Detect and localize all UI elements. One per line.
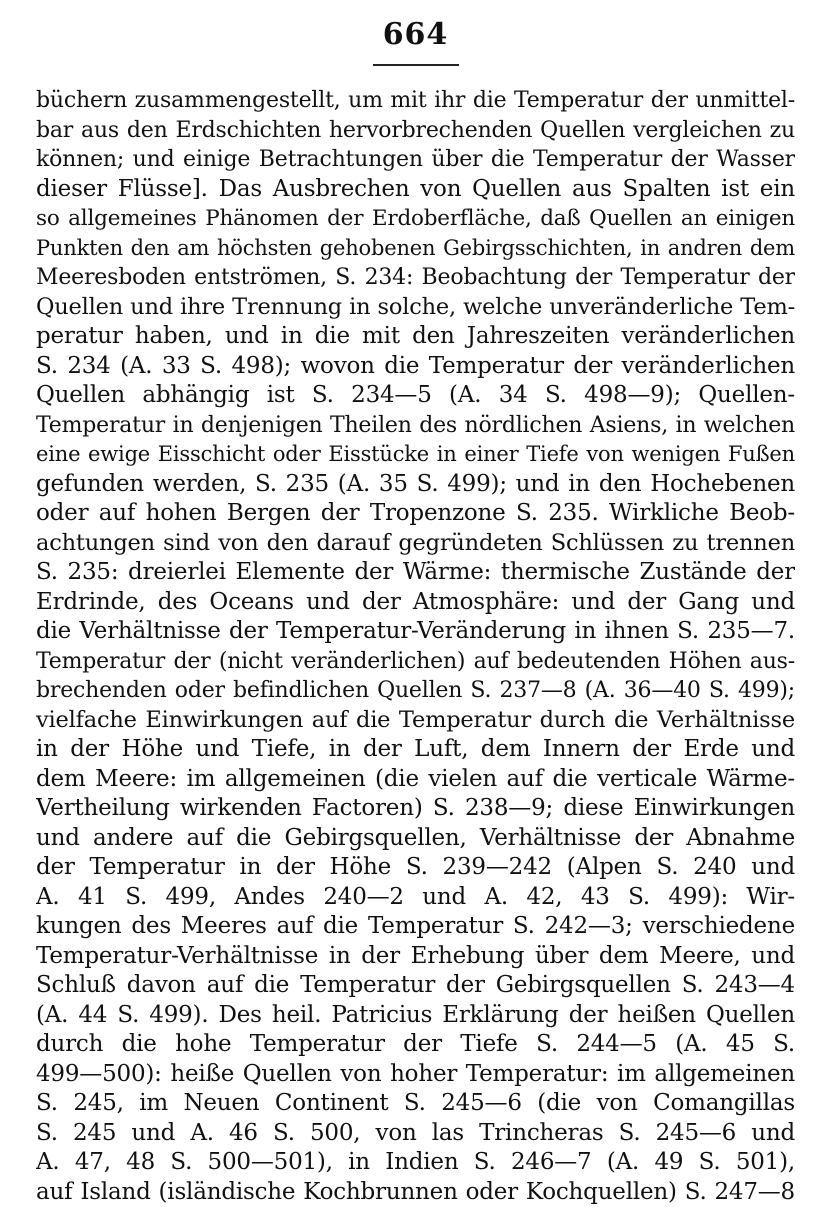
text-line: auf Island (isländische Kochbrunnen oder Kochquellen) S. 247—8 — [36, 1178, 795, 1207]
header-rule — [373, 64, 459, 66]
text-line: S. 245 und A. 46 S. 500, von las Trincheras S. 245—6 und — [36, 1119, 795, 1149]
body-text — [36, 86, 795, 1207]
text-line: Temperatur-Verhältnisse in der Erhebung über dem Meere, und — [36, 942, 795, 972]
text-line: (A. 44 S. 499). Des heil. Patricius Erklärung der heißen Quellen — [36, 1001, 795, 1031]
text-line: dem Meere: im allgemeinen (die vielen auf die verticale Wärme- — [36, 765, 795, 795]
text-line: oder auf hohen Bergen der Tropenzone S. 235. Wirkliche Beob- — [36, 499, 795, 529]
text-line: in der Höhe und Tiefe, in der Luft, dem Innern der Erde und — [36, 735, 795, 765]
text-line: büchern zusammengestellt, um mit ihr die Temperatur der unmittel- — [36, 86, 795, 116]
text-line: S. 245, im Neuen Continent S. 245—6 (die von Comangillas — [36, 1089, 795, 1119]
text-line: A. 41 S. 499, Andes 240—2 und A. 42, 43 S. 499): Wir- — [36, 883, 795, 913]
page-number: 664 — [36, 18, 795, 52]
text-line: Meeresboden entströmen, S. 234: Beobachtung der Temperatur der — [36, 263, 795, 293]
text-line: und andere auf die Gebirgsquellen, Verhältnisse der Abnahme — [36, 824, 795, 854]
text-line: die Verhältnisse der Temperatur-Veränderung in ihnen S. 235—7. — [36, 617, 795, 647]
text-line: vielfache Einwirkungen auf die Temperatur durch die Verhältnisse — [36, 706, 795, 736]
text-line: S. 234 (A. 33 S. 498); wovon die Temperatur der veränderlichen — [36, 352, 795, 382]
text-line: brechenden oder befindlichen Quellen S. 237—8 (A. 36—40 S. 499); — [36, 676, 795, 706]
text-line: bar aus den Erdschichten hervorbrechenden Quellen vergleichen zu — [36, 116, 795, 146]
text-line: kungen des Meeres auf die Temperatur S. 242—3; verschiedene — [36, 912, 795, 942]
text-line: Punkten den am höchsten gehobenen Gebirgsschichten, in andren dem — [36, 234, 795, 264]
text-line: gefunden werden, S. 235 (A. 35 S. 499); und in den Hochebenen — [36, 470, 795, 500]
text-line: A. 47, 48 S. 500—501), in Indien S. 246—7 (A. 49 S. 501), — [36, 1148, 795, 1178]
text-line: peratur haben, und in die mit den Jahreszeiten veränderlichen — [36, 322, 795, 352]
text-line: so allgemeines Phänomen der Erdoberfläche, daß Quellen an einigen — [36, 204, 795, 234]
text-line: durch die hohe Temperatur der Tiefe S. 244—5 (A. 45 S. — [36, 1030, 795, 1060]
text-line: S. 235: dreierlei Elemente der Wärme: thermische Zustände der — [36, 558, 795, 588]
text-line: Quellen und ihre Trennung in solche, welche unveränderliche Tem- — [36, 293, 795, 323]
text-line: achtungen sind von den darauf gegründeten Schlüssen zu trennen — [36, 529, 795, 559]
text-line: 499—500): heiße Quellen von hoher Temperatur: im allgemeinen — [36, 1060, 795, 1090]
text-line: Quellen abhängig ist S. 234—5 (A. 34 S. 498—9); Quellen- — [36, 381, 795, 411]
text-line: Schluß davon auf die Temperatur der Gebirgsquellen S. 243—4 — [36, 971, 795, 1001]
text-line: Temperatur in denjenigen Theilen des nördlichen Asiens, in welchen — [36, 411, 795, 441]
text-line: der Temperatur in der Höhe S. 239—242 (Alpen S. 240 und — [36, 853, 795, 883]
text-line: dieser Flüsse]. Das Ausbrechen von Quellen aus Spalten ist ein — [36, 175, 795, 205]
text-line: Temperatur der (nicht veränderlichen) auf bedeutenden Höhen aus- — [36, 647, 795, 677]
text-line: eine ewige Eisschicht oder Eisstücke in einer Tiefe von wenigen Fußen — [36, 440, 795, 470]
text-line: Erdrinde, des Oceans und der Atmosphäre: und der Gang und — [36, 588, 795, 618]
text-line: Vertheilung wirkenden Factoren) S. 238—9; diese Einwirkungen — [36, 794, 795, 824]
text-line: können; und einige Betrachtungen über die Temperatur der Wasser — [36, 145, 795, 175]
